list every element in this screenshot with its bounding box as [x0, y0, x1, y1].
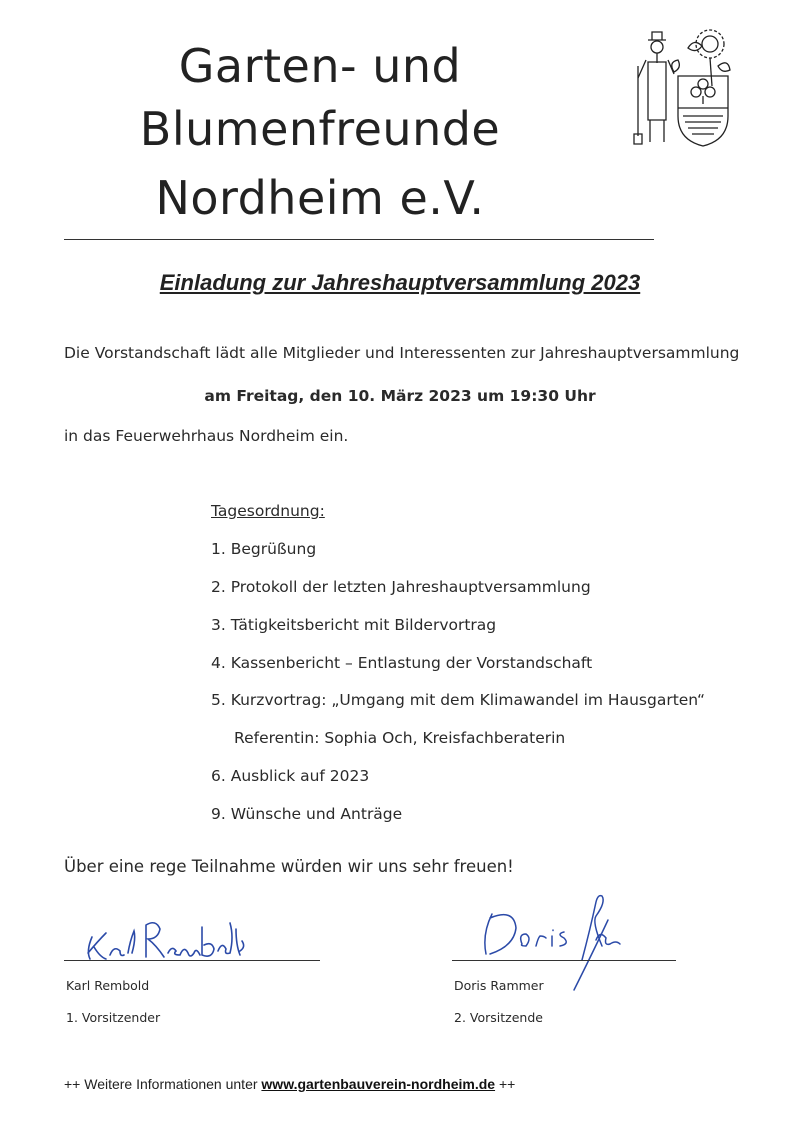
agenda-item: 1. Begrüßung: [211, 540, 317, 558]
signature-karl-rembold: [80, 915, 270, 965]
invitation-heading: Einladung zur Jahreshauptversammlung 2023: [159, 270, 641, 295]
agenda-item: 3. Tätigkeitsbericht mit Bildervortrag: [211, 616, 497, 634]
gardener-crest-icon: [628, 26, 736, 150]
agenda-title: Tagesordnung:: [211, 502, 325, 520]
title-line-2: Blumenfreunde: [139, 102, 501, 156]
signer-role-left: 1. Vorsitzender: [66, 1010, 161, 1025]
header-divider: [64, 239, 654, 240]
agenda-item: 2. Protokoll der letzten Jahreshauptversammlung: [211, 578, 591, 596]
footer-info: [64, 1076, 515, 1092]
signer-name-left: Karl Rembold: [66, 978, 150, 993]
title-line-1: Garten- und: [178, 39, 462, 93]
agenda-item: 6. Ausblick auf 2023: [211, 767, 370, 785]
signature-line-left: [64, 960, 320, 961]
closing-text: Über eine rege Teilnahme würden wir uns sehr freuen!: [64, 857, 514, 876]
agenda-item: 5. Kurzvortrag: „Umgang mit dem Klimawandel im Hausgarten“: [211, 691, 706, 709]
website-link[interactable]: www.gartenbauverein-nordheim.de: [261, 1076, 496, 1092]
title-line-3: Nordheim e.V.: [155, 171, 485, 225]
agenda-item-speaker: Referentin: Sophia Och, Kreisfachberaterin: [234, 729, 566, 747]
footer-prefix: ++ Weitere Informationen unter: [64, 1076, 262, 1092]
invitation-date: am Freitag, den 10. März 2023 um 19:30 Uhr: [204, 387, 596, 405]
signer-role-right: 2. Vorsitzende: [454, 1010, 543, 1025]
agenda-item: 4. Kassenbericht – Entlastung der Vorstandschaft: [211, 654, 593, 672]
signature-line-right: [452, 960, 676, 961]
invitation-location: in das Feuerwehrhaus Nordheim ein.: [64, 427, 349, 445]
footer-suffix: ++: [495, 1076, 516, 1092]
agenda-item: 9. Wünsche und Anträge: [211, 805, 403, 823]
signer-name-right: Doris Rammer: [454, 978, 544, 993]
invitation-intro: Die Vorstandschaft lädt alle Mitglieder und Interessenten zur Jahreshauptversammlung: [64, 344, 740, 362]
